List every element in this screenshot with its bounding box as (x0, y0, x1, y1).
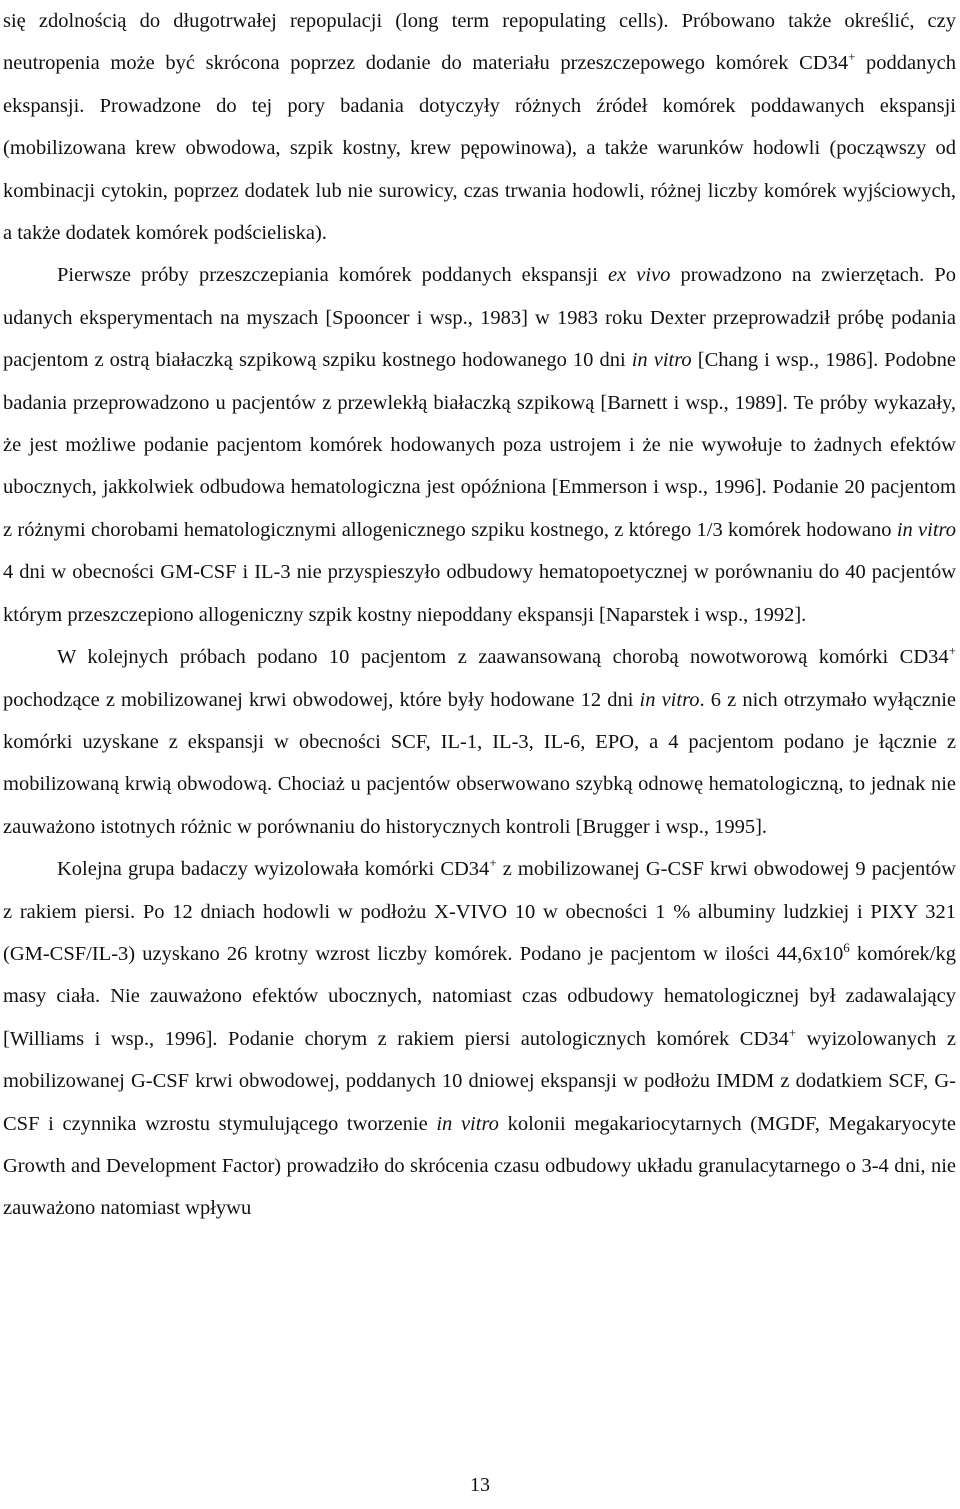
text-run: wyizolowanych z mobilizowanej G-CSF krwi obwodowej, poddanych 10 dniowej ekspansji w podłożu IMDM z dodatkiem SCF, G-CSF i czynnika wzrostu stymulującego tworzenie (3, 1027, 956, 1135)
paragraph (3, 848, 956, 1230)
superscript: + (788, 1024, 797, 1040)
text-run: [Chang i wsp., 1986]. Podobne badania przeprowadzono u pacjentów z przewlekłą białaczką szpikową [Barnett i wsp., 1989]. Te próby wykazały, że jest możliwe podanie pacjentom komórek hodowanych poza ustrojem i że nie wywołuje to żadnych efektów ubocznych, jakkolwiek odbudowa hematologiczna jest opóźniona [Emmerson i wsp., 1996]. Podanie 20 pacjentom z różnymi chorobami hematologicznymi allogenicznego szpiku kostnego, z którego 1/3 komórek hodowano (3, 349, 957, 541)
text-run: komórek/kg masy ciała. Nie zauważono efektów ubocznych, natomiast czas odbudowy hematologicznej był zadawalający [Williams i wsp., 1996]. Podanie chorym z rakiem piersi autologicznych komórek CD34 (3, 942, 956, 1050)
text-run: W kolejnych próbach podano 10 pacjentom z zaawansowaną chorobą nowotworową komórki CD34 (57, 646, 949, 669)
italic-term: in vitro (436, 1112, 499, 1135)
superscript: + (848, 49, 856, 65)
document-body (3, 0, 956, 1230)
superscript: + (489, 855, 497, 871)
text-run: Pierwsze próby przeszczepiania komórek poddanych ekspansji (57, 264, 609, 287)
italic-term: in vitro (631, 349, 692, 372)
text-run: się zdolnością do długotrwałej repopulacji (long term repopulating cells). Próbowano także określić, czy neutropenia może być skrócona poprzez dodanie do materiału przeszczepowego komórek CD34 (3, 10, 956, 75)
text-run: . 6 z nich otrzymało wyłącznie komórki uzyskane z ekspansji w obecności SCF, IL-1, IL-3, IL-6, EPO, a 4 pacjentom podano je łącznie z mobilizowaną krwią obwodową. Chociaż u pacjentów obserwowano szybką odnowę hematologiczną, to jednak nie zauważono istotnych różnic w porównaniu do historycznych kontroli [Brugger i wsp., 1995]. (3, 688, 957, 838)
italic-term: in vitro (896, 518, 956, 541)
text-run: z mobilizowanej G-CSF krwi obwodowej 9 pacjentów z rakiem piersi. Po 12 dniach hodowli w podłożu X-VIVO 10 w obecności 1 % albuminy ludzkiej i PIXY 321 (GM-CSF/IL-3) uzyskano 26 krotny wzrost liczby komórek. Podano je pacjentom w ilości 44,6x10 (3, 858, 956, 965)
italic-term: in vitro (639, 688, 700, 711)
superscript: + (948, 643, 956, 659)
page-number: 13 (470, 1474, 490, 1496)
text-run: kolonii megakariocytarnych (MGDF, Megakaryocyte Growth and Development Factor) prowadziło do skrócenia czasu odbudowy układu granulacytarnego o 3-4 dni, nie zauważono natomiast wpływu (3, 1112, 956, 1220)
paragraph (3, 254, 956, 636)
text-run: poddanych ekspansji. Prowadzone do tej pory badania dotyczyły różnych źródeł komórek poddawanych ekspansji (mobilizowana krew obwodowa, szpik kostny, krew pępowinowa), a także warunków hodowli (począwszy od kombinacji cytokin, poprzez dodatek lub nie surowicy, czas trwania hodowli, różnej liczby komórek wyjściowych, a także dodatek komórek podścieliska). (3, 52, 956, 245)
paragraph (3, 636, 956, 848)
text-run: Kolejna grupa badaczy wyizolowała komórki CD34 (57, 858, 490, 881)
paragraph (3, 0, 956, 254)
text-run: prowadzono na zwierzętach. Po udanych eksperymentach na myszach [Spooncer i wsp., 1983] w 1983 roku Dexter przeprowadził próbę podania pacjentom z ostrą białaczką szpikową szpiku kostnego hodowanego 10 dni (3, 264, 956, 372)
italic-term: ex vivo (608, 264, 671, 287)
superscript: 6 (843, 940, 850, 956)
text-run: pochodzące z mobilizowanej krwi obwodowej, które były hodowane 12 dni (3, 688, 640, 711)
text-run: 4 dni w obecności GM-CSF i IL-3 nie przyspieszyło odbudowy hematopoetycznej w porównaniu do 40 pacjentów którym przeszczepiono allogeniczny szpik kostny niepoddany ekspansji [Naparstek i wsp., 1992]. (3, 561, 956, 626)
